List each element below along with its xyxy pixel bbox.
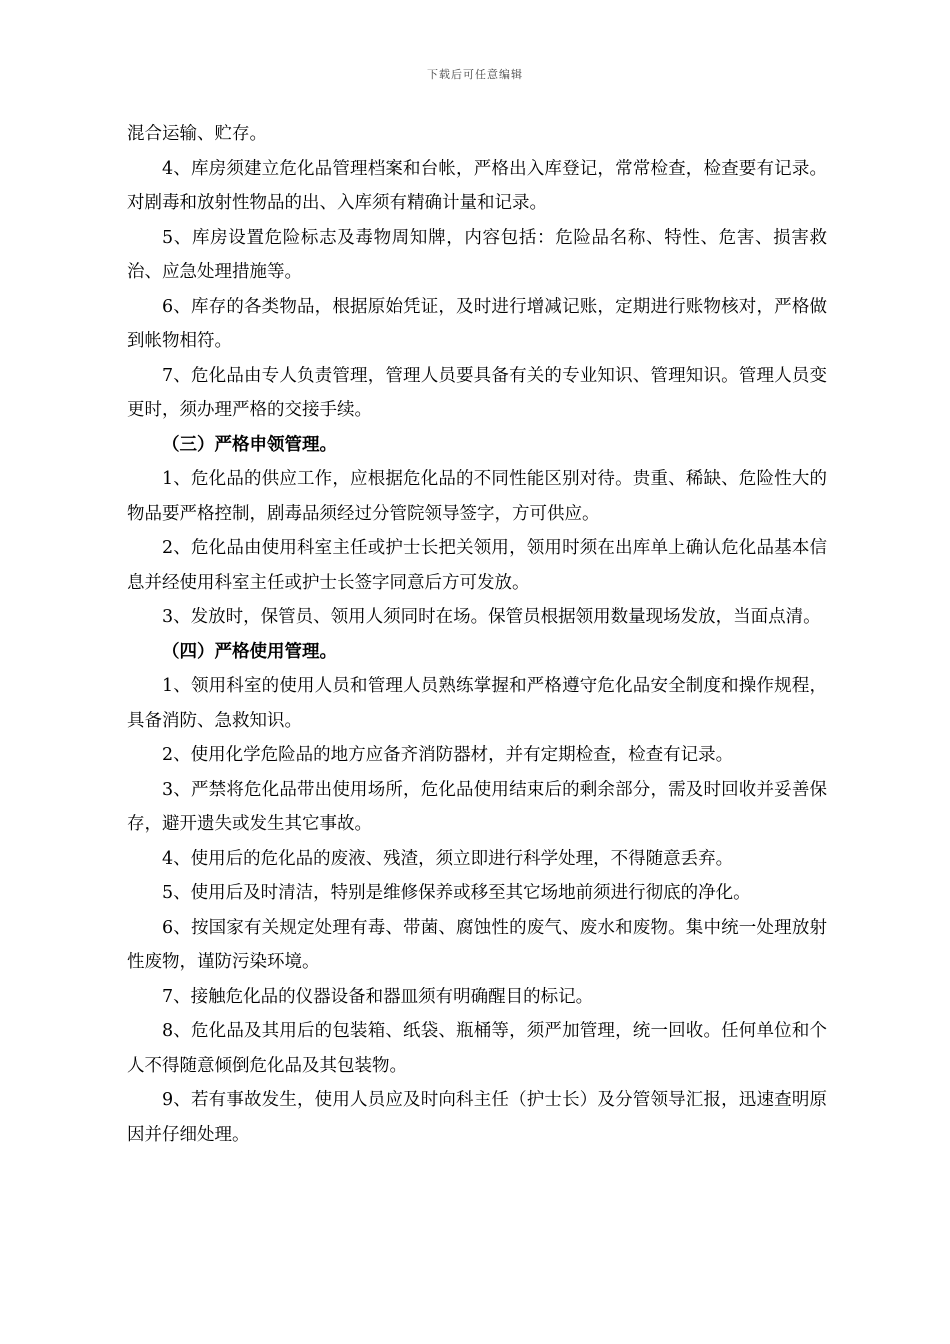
list-item: 7、接触危化品的仪器设备和器皿须有明确醒目的标记。 (162, 986, 594, 1007)
list-item: 8、危化品及其用后的包装箱、纸袋、瓶桶等，须严加管理，统一回收。任何单位和个人不得随意倾倒危化品及其包装物。 (127, 1021, 827, 1076)
list-item: 3、严禁将危化品带出使用场所，危化品使用结束后的剩余部分，需及时回收并妥善保存，避开遗失或发生其它事故。 (127, 779, 827, 834)
list-item: 1、领用科室的使用人员和管理人员熟练掌握和严格遵守危化品安全制度和操作规程，具备消防、急救知识。 (127, 676, 827, 731)
section-heading: （四）严格使用管理。 (162, 641, 337, 662)
list-item: 6、库存的各类物品，根据原始凭证，及时进行增减记账，定期进行账物核对，严格做到帐物相符。 (127, 296, 827, 351)
page-header: 下载后可任意编辑 (427, 68, 523, 81)
list-item: 2、危化品由使用科室主任或护士长把关领用，领用时须在出库单上确认危化品基本信息并经使用科室主任或护士长签字同意后方可发放。 (127, 538, 827, 593)
list-item: 6、按国家有关规定处理有毒、带菌、腐蚀性的废气、废水和废物。集中统一处理放射性废物，谨防污染环境。 (127, 917, 827, 972)
document-body (127, 117, 827, 1152)
list-item: 4、库房须建立危化品管理档案和台帐，严格出入库登记，常常检查，检查要有记录。对剧毒和放射性物品的出、入库须有精确计量和记录。 (127, 158, 827, 213)
list-item: 2、使用化学危险品的地方应备齐消防器材，并有定期检查，检查有记录。 (162, 745, 734, 765)
list-item: 5、使用后及时清洁，特别是维修保养或移至其它场地前须进行彻底的净化。 (162, 883, 751, 903)
list-item: 4、使用后的危化品的废液、残渣，须立即进行科学处理，不得随意丢弃。 (162, 848, 734, 869)
list-item: 1、危化品的供应工作，应根据危化品的不同性能区别对待。贵重、稀缺、危险性大的物品要严格控制，剧毒品须经过分管院领导签字，方可供应。 (127, 469, 827, 524)
list-item: 5、库房设置危险标志及毒物周知牌，内容包括：危险品名称、特性、危害、损害救治、应急处理措施等。 (127, 227, 827, 282)
section-heading: （三）严格申领管理。 (162, 434, 337, 455)
list-item: 3、发放时，保管员、领用人须同时在场。保管员根据领用数量现场发放，当面点清。 (162, 607, 821, 627)
list-item: 7、危化品由专人负责管理，管理人员要具备有关的专业知识、管理知识。管理人员变更时，须办理严格的交接手续。 (127, 365, 827, 420)
paragraph-continuation: 混合运输、贮存。 (127, 124, 267, 144)
list-item: 9、若有事故发生，使用人员应及时向科主任（护士长）及分管领导汇报，迅速查明原因并仔细处理。 (127, 1090, 827, 1145)
